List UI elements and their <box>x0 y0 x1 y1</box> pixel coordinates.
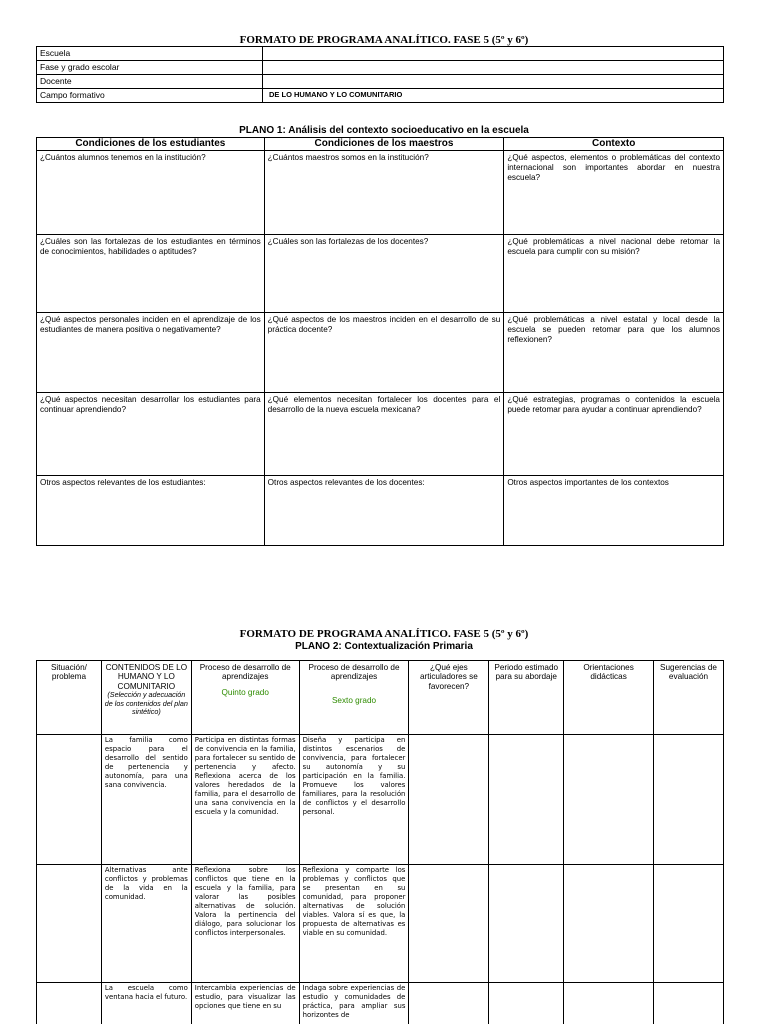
plano2-header-sexto <box>299 661 409 735</box>
info-label: Fase y grado escolar <box>37 61 263 75</box>
info-table <box>36 46 724 103</box>
plano2-header-orientaciones: Orientaciones didácticas <box>564 661 654 735</box>
plano2-cell-orientaciones[interactable] <box>564 983 654 1024</box>
plano2-header-evaluacion: Sugerencias de evaluación <box>654 661 724 735</box>
plano1-row <box>37 313 724 393</box>
plano2-header-row <box>37 661 724 735</box>
plano1-header: Condiciones de los estudiantes <box>37 138 265 151</box>
plano2-header-contenidos-note: (Selección y adecuación de los contenidos del plan sintético) <box>104 690 188 716</box>
plano2-row <box>37 865 724 983</box>
info-label: Campo formativo <box>37 89 263 103</box>
plano2-header-sexto-label: Proceso de desarrollo de aprendizajes <box>308 663 400 682</box>
plano2-cell-evaluacion[interactable] <box>654 865 724 983</box>
info-row <box>37 61 724 75</box>
plano1-row <box>37 151 724 235</box>
plano2-header-quinto-grade: Quinto grado <box>221 687 269 697</box>
plano2-cell-periodo[interactable] <box>489 735 564 865</box>
plano1-row <box>37 476 724 546</box>
plano2-header-contenidos <box>101 661 191 735</box>
info-row <box>37 75 724 89</box>
plano2-row <box>37 983 724 1024</box>
plano1-cell[interactable]: Otros aspectos relevantes de los estudiantes: <box>37 476 265 546</box>
plano2-header-quinto <box>191 661 299 735</box>
plano1-cell[interactable]: ¿Qué problemáticas a nivel nacional debe retomar la escuela para cumplir con su misión? <box>504 235 724 313</box>
plano2-cell-ejes[interactable] <box>409 865 489 983</box>
plano2-title: PLANO 2: Contextualización Primaria <box>295 641 473 652</box>
plano2-cell-contenido[interactable]: La familia como espacio para el desarrollo del sentido de pertenencia y autonomía, para una sana convivencia. <box>101 735 191 865</box>
plano2-cell-quinto[interactable]: Reflexiona sobre los conflictos que tiene en la escuela y la familia, para valorar las posibles alternativas de solución. Valora la pertinencia del diálogo, para solucionar los conflictos interpersonales. <box>191 865 299 983</box>
plano1-cell[interactable]: ¿Qué elementos necesitan fortalecer los docentes para el desarrollo de la nueva escuela mexicana? <box>264 393 504 476</box>
plano2-row <box>37 735 724 865</box>
plano1-row <box>37 393 724 476</box>
info-row <box>37 47 724 61</box>
plano2-cell-quinto[interactable]: Intercambia experiencias de estudio, para visualizar las opciones que tiene en su <box>191 983 299 1024</box>
plano1-cell[interactable]: ¿Cuáles son las fortalezas de los docentes? <box>264 235 504 313</box>
info-value[interactable] <box>263 47 724 61</box>
plano2-cell-sexto[interactable]: Reflexiona y comparte los problemas y conflictos que se presentan en su comunidad, para proponer alternativas de solución viables. Valora sí es que, la propuesta de alternativas es viable en su comunidad. <box>299 865 409 983</box>
plano2-header-contenidos-label: CONTENIDOS DE LO HUMANO Y LO COMUNITARIO <box>105 663 188 691</box>
plano2-cell-ejes[interactable] <box>409 983 489 1024</box>
info-value[interactable]: DE LO HUMANO Y LO COMUNITARIO <box>263 89 724 103</box>
plano2-cell-quinto[interactable]: Participa en distintas formas de convivencia en la familia, para fortalecer su sentido de pertenencia y afecto. Reflexiona acerca de los valores heredados de la familia, para el desarrollo de una sana convivencia en la escuela y la comunidad. <box>191 735 299 865</box>
plano1-cell[interactable]: ¿Qué aspectos personales inciden en el aprendizaje de los estudiantes de manera positiva o negativamente? <box>37 313 265 393</box>
plano1-header: Condiciones de los maestros <box>264 138 504 151</box>
plano2-cell-sexto[interactable]: Indaga sobre experiencias de estudio y comunidades de práctica, para ampliar sus horizontes de <box>299 983 409 1024</box>
plano1-header-row <box>37 138 724 151</box>
info-value[interactable] <box>263 75 724 89</box>
plano2-header-ejes: ¿Qué ejes articuladores se favorecen? <box>409 661 489 735</box>
info-label: Docente <box>37 75 263 89</box>
plano2-header-sexto-grade: Sexto grado <box>331 695 377 705</box>
plano1-cell[interactable]: ¿Cuántos alumnos tenemos en la institución? <box>37 151 265 235</box>
info-value[interactable] <box>263 61 724 75</box>
plano2-table <box>36 660 724 1024</box>
plano2-cell-evaluacion[interactable] <box>654 983 724 1024</box>
plano1-cell[interactable]: ¿Cuáles son las fortalezas de los estudiantes en términos de conocimientos, habilidades o aptitudes? <box>37 235 265 313</box>
document-title-2: FORMATO DE PROGRAMA ANALÍTICO. FASE 5 (5º y 6º) <box>239 628 529 640</box>
plano1-table <box>36 137 724 546</box>
plano2-cell-orientaciones[interactable] <box>564 735 654 865</box>
plano1-title: PLANO 1: Análisis del contexto socioeducativo en la escuela <box>239 125 529 136</box>
plano2-cell-situacion[interactable] <box>37 983 102 1024</box>
plano1-cell[interactable]: ¿Qué problemáticas a nivel estatal y local desde la escuela se pueden retomar para que los alumnos reflexionen? <box>504 313 724 393</box>
plano2-cell-situacion[interactable] <box>37 735 102 865</box>
plano2-cell-contenido[interactable]: La escuela como ventana hacia el futuro. <box>101 983 191 1024</box>
plano1-row <box>37 235 724 313</box>
plano2-cell-orientaciones[interactable] <box>564 865 654 983</box>
plano2-cell-situacion[interactable] <box>37 865 102 983</box>
info-row <box>37 89 724 103</box>
plano2-header-periodo: Periodo estimado para su abordaje <box>489 661 564 735</box>
plano2-cell-evaluacion[interactable] <box>654 735 724 865</box>
plano1-cell[interactable]: Otros aspectos importantes de los contextos <box>504 476 724 546</box>
plano1-header: Contexto <box>504 138 724 151</box>
plano2-cell-periodo[interactable] <box>489 865 564 983</box>
plano2-header-quinto-label: Proceso de desarrollo de aprendizajes <box>199 663 291 682</box>
plano1-cell[interactable]: ¿Qué aspectos, elementos o problemáticas del contexto internacional son importantes abordar en nuestra escuela? <box>504 151 724 235</box>
plano1-cell[interactable]: Otros aspectos relevantes de los docentes: <box>264 476 504 546</box>
plano1-cell[interactable]: ¿Qué aspectos necesitan desarrollar los estudiantes para continuar aprendiendo? <box>37 393 265 476</box>
plano2-cell-contenido[interactable]: Alternativas ante conflictos y problemas de la vida en la comunidad. <box>101 865 191 983</box>
document-title: FORMATO DE PROGRAMA ANALÍTICO. FASE 5 (5º y 6º) <box>239 34 529 46</box>
plano2-cell-sexto[interactable]: Diseña y participa en distintos escenarios de convivencia, para fortalecer su autonomía y su participación en la familia. Promueve los valores familiares, para la resolución de conflictos y el desarrollo personal. <box>299 735 409 865</box>
plano2-cell-ejes[interactable] <box>409 735 489 865</box>
plano1-cell[interactable]: ¿Qué estrategias, programas o contenidos la escuela puede retomar para ayudar a continuar aprendiendo? <box>504 393 724 476</box>
plano2-cell-periodo[interactable] <box>489 983 564 1024</box>
info-label: Escuela <box>37 47 263 61</box>
plano1-cell[interactable]: ¿Qué aspectos de los maestros inciden en el desarrollo de su práctica docente? <box>264 313 504 393</box>
plano1-cell[interactable]: ¿Cuántos maestros somos en la institución? <box>264 151 504 235</box>
plano2-header-situacion: Situación/ problema <box>37 661 102 735</box>
